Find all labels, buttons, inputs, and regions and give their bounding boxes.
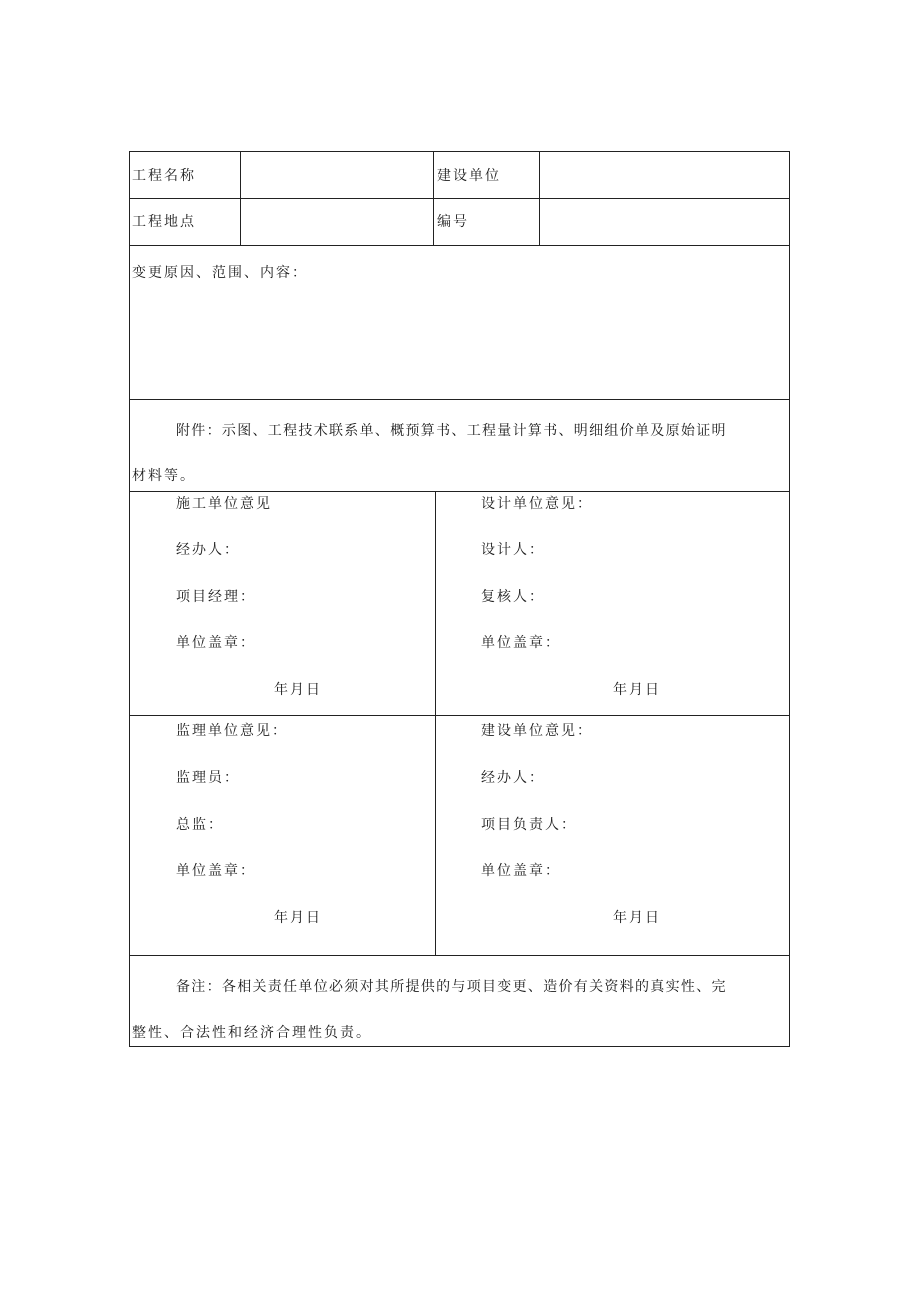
change-reason-label: 变更原因、范围、内容： xyxy=(132,265,308,281)
project-name-label: 工程名称 xyxy=(132,168,196,184)
row-divider xyxy=(130,399,789,400)
owner-handler-label: 经办人： xyxy=(481,770,545,786)
designer-reviewer-label: 复核人： xyxy=(481,589,545,605)
supervisor-inspector-label: 监理员： xyxy=(176,770,240,786)
supervisor-opinion-title: 监理单位意见： xyxy=(176,723,288,739)
column-divider xyxy=(433,152,434,245)
owner-project-lead-label: 项目负责人： xyxy=(481,817,577,833)
row-divider xyxy=(130,245,789,246)
builder-field[interactable] xyxy=(542,166,786,186)
row-divider xyxy=(130,955,789,956)
column-divider xyxy=(435,491,436,955)
contractor-seal-label: 单位盖章： xyxy=(176,635,256,651)
attachments-line1: 附件：示图、工程技术联系单、概预算书、工程量计算书、明细组价单及原始证明 xyxy=(176,423,727,439)
owner-seal-label: 单位盖章： xyxy=(481,863,561,879)
owner-date-label: 年月日 xyxy=(613,910,661,926)
project-location-field[interactable] xyxy=(242,212,430,232)
remarks-line2: 整性、合法性和经济合理性负责。 xyxy=(132,1025,372,1041)
contractor-handler-label: 经办人： xyxy=(176,542,240,558)
designer-name-label: 设计人： xyxy=(481,542,545,558)
row-divider xyxy=(130,715,789,716)
change-request-form xyxy=(129,151,790,1047)
number-field[interactable] xyxy=(542,212,786,232)
designer-opinion-title: 设计单位意见： xyxy=(481,496,593,512)
owner-opinion-title: 建设单位意见： xyxy=(481,723,593,739)
designer-seal-label: 单位盖章： xyxy=(481,635,561,651)
attachments-line2: 材料等。 xyxy=(132,468,196,484)
row-divider xyxy=(130,491,789,492)
contractor-manager-label: 项目经理： xyxy=(176,589,256,605)
project-location-label: 工程地点 xyxy=(132,214,196,230)
contractor-date-label: 年月日 xyxy=(274,682,322,698)
supervisor-date-label: 年月日 xyxy=(274,910,322,926)
row-divider xyxy=(130,198,789,199)
column-divider xyxy=(240,152,241,245)
supervisor-seal-label: 单位盖章： xyxy=(176,863,256,879)
project-name-field[interactable] xyxy=(242,166,430,186)
designer-date-label: 年月日 xyxy=(613,682,661,698)
builder-label: 建设单位 xyxy=(437,168,501,184)
contractor-opinion-title: 施工单位意见 xyxy=(176,496,272,512)
supervisor-chief-label: 总监： xyxy=(176,817,224,833)
remarks-line1: 备注：各相关责任单位必须对其所提供的与项目变更、造价有关资料的真实性、完 xyxy=(176,979,727,995)
number-label: 编号 xyxy=(437,214,469,230)
column-divider xyxy=(539,152,540,245)
